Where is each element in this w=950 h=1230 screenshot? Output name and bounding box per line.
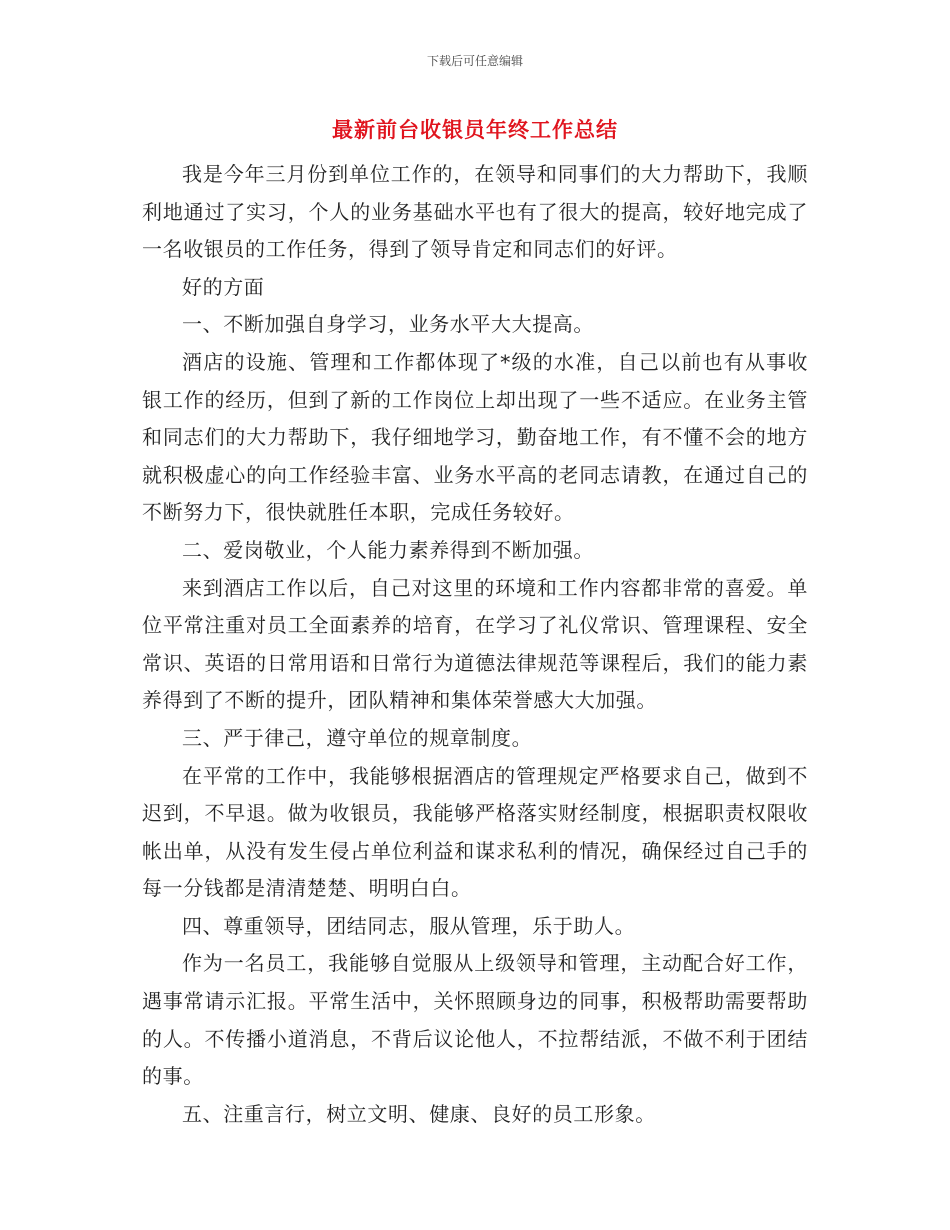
paragraph-2: 来到酒店工作以后，自己对这里的环境和工作内容都非常的喜爱。单位平常注重对员工全面素养的培育，在学习了礼仪常识、管理课程、安全常识、英语的日常用语和日常行为道德法律规范等课程后，我们的能力素养得到了不断的提升，团队精神和集体荣誉感大大加强。 bbox=[142, 575, 808, 713]
section-heading-good-aspects: 好的方面 bbox=[182, 274, 265, 299]
section-heading-4: 四、尊重领导，团结同志，服从管理，乐于助人。 bbox=[182, 913, 636, 938]
section-heading-2: 二、爱岗敬业，个人能力素养得到不断加强。 bbox=[182, 537, 594, 562]
section-heading-1: 一、不断加强自身学习，业务水平大大提高。 bbox=[182, 312, 594, 337]
paragraph-4: 作为一名员工，我能够自觉服从上级领导和管理，主动配合好工作，遇事常请示汇报。平常生活中，关怀照顾身边的同事，积极帮助需要帮助的人。不传播小道消息，不背后议论他人，不拉帮结派，不做不利于团结的事。 bbox=[142, 951, 808, 1089]
download-note: 下载后可任意编辑 bbox=[426, 54, 523, 68]
document-body bbox=[142, 156, 808, 1133]
paragraph-3: 在平常的工作中，我能够根据酒店的管理规定严格要求自己，做到不迟到，不早退。做为收银员，我能够严格落实财经制度，根据职责权限收帐出单，从没有发生侵占单位利益和谋求私利的情况，确保经过自己手的每一分钱都是清清楚楚、明明白白。 bbox=[142, 763, 808, 901]
paragraph-intro: 我是今年三月份到单位工作的，在领导和同事们的大力帮助下，我顺利地通过了实习，个人的业务基础水平也有了很大的提高，较好地完成了一名收银员的工作任务，得到了领导肯定和同志们的好评。 bbox=[142, 162, 808, 262]
paragraph-1: 酒店的设施、管理和工作都体现了*级的水准，自己以前也有从事收银工作的经历，但到了新的工作岗位上却出现了一些不适应。在业务主管和同志们的大力帮助下，我仔细地学习，勤奋地工作，有不懂不会的地方就积极虚心的向工作经验丰富、业务水平高的老同志请教，在通过自己的不断努力下，很快就胜任本职，完成任务较好。 bbox=[142, 349, 808, 525]
section-heading-3: 三、严于律己，遵守单位的规章制度。 bbox=[182, 725, 533, 750]
document-title: 最新前台收银员年终工作总结 bbox=[332, 117, 618, 142]
section-heading-5: 五、注重言行，树立文明、健康、良好的员工形象。 bbox=[182, 1101, 656, 1126]
